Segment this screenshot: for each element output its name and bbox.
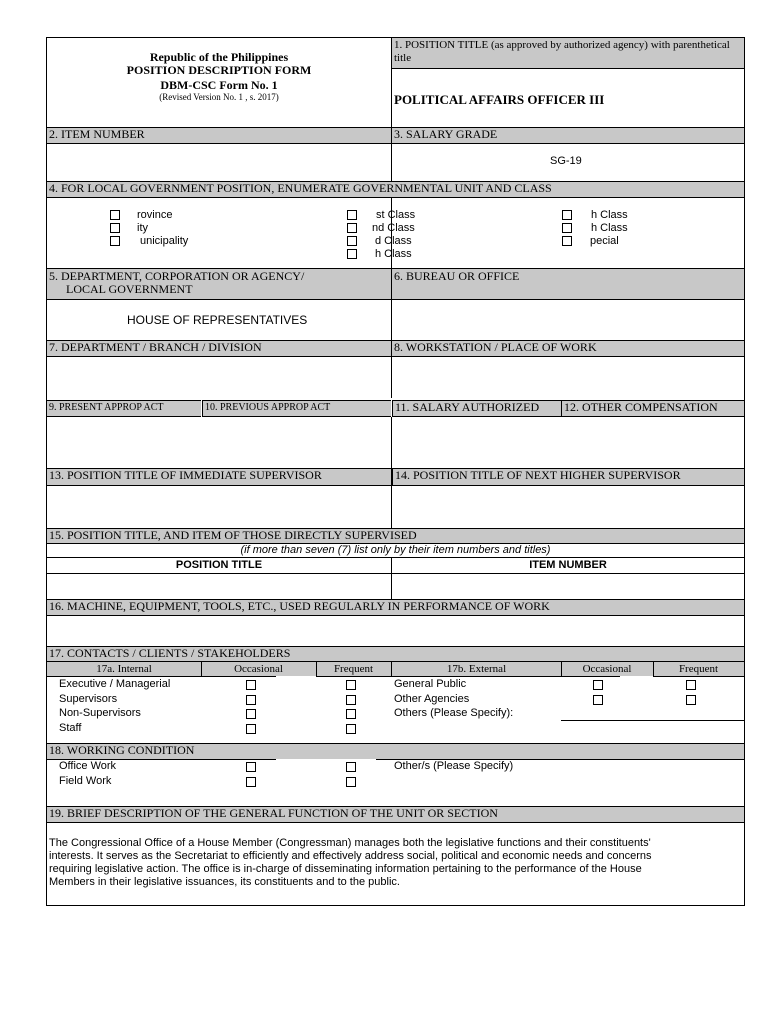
external-item: General Public xyxy=(394,678,467,690)
description-line: interests. It serves as the Secretariat to efficiently and effectively address social, political and economic needs and concerns xyxy=(49,850,652,862)
working-condition-item: Field Work xyxy=(59,775,112,787)
lgu-label: rovince xyxy=(137,209,173,221)
checkbox-frequent[interactable] xyxy=(346,680,356,690)
gap xyxy=(276,676,316,679)
checkbox-occasional[interactable] xyxy=(246,762,256,772)
other-conditions-label: Other/s (Please Specify) xyxy=(394,760,514,772)
checkbox-frequent[interactable] xyxy=(346,695,356,705)
form-name: POSITION DESCRIPTION FORM xyxy=(126,63,312,77)
s14-label: 14. POSITION TITLE OF NEXT HIGHER SUPERVISOR xyxy=(392,468,744,486)
s16-label: 16. MACHINE, EQUIPMENT, TOOLS, ETC., USED REGULARLY IN PERFORMANCE OF WORK xyxy=(47,599,744,616)
internal-item: Executive / Managerial xyxy=(59,678,171,690)
checkbox-municipality[interactable] xyxy=(110,236,120,246)
item-number-field[interactable] xyxy=(47,144,391,182)
description-line: requiring legislative action. The office is in-charge of disseminating information pertaining to the performance of the House xyxy=(49,863,642,875)
s1-label: 1. POSITION TITLE (as approved by authorized agency) with parenthetical title xyxy=(392,38,744,69)
s18-label: 18. WORKING CONDITION xyxy=(47,743,744,760)
class-label: d Class xyxy=(375,235,412,247)
s11-label: 11. SALARY AUTHORIZED xyxy=(392,400,561,417)
s4-label: 4. FOR LOCAL GOVERNMENT POSITION, ENUMERATE GOVERNMENTAL UNIT AND CLASS xyxy=(47,181,744,198)
occasional-header: Occasional xyxy=(582,663,632,675)
s6-label: 6. BUREAU OR OFFICE xyxy=(392,268,744,300)
checkbox-occasional[interactable] xyxy=(246,777,256,787)
col-position-title: POSITION TITLE xyxy=(175,559,263,571)
s8-label: 8. WORKSTATION / PLACE OF WORK xyxy=(392,340,744,357)
checkbox-class[interactable] xyxy=(347,249,357,259)
checkbox-frequent[interactable] xyxy=(346,762,356,772)
class-label: h Class xyxy=(591,209,628,221)
internal-item: Staff xyxy=(59,722,82,734)
checkbox-frequent[interactable] xyxy=(346,777,356,787)
s7-label: 7. DEPARTMENT / BRANCH / DIVISION xyxy=(47,340,391,357)
class-label: h Class xyxy=(591,222,628,234)
checkbox-occasional[interactable] xyxy=(246,709,256,719)
working-condition-item: Office Work xyxy=(59,760,117,772)
divider xyxy=(391,661,392,677)
general-function-text xyxy=(49,837,743,889)
checkbox-class[interactable] xyxy=(562,210,572,220)
divider xyxy=(47,573,744,574)
class-label: h Class xyxy=(375,248,412,260)
checkbox-class[interactable] xyxy=(562,223,572,233)
divider xyxy=(391,181,392,182)
department-value[interactable]: HOUSE OF REPRESENTATIVES xyxy=(127,313,308,327)
checkbox-occasional[interactable] xyxy=(593,680,603,690)
s19-label: 19. BRIEF DESCRIPTION OF THE GENERAL FUNCTION OF THE UNIT OR SECTION xyxy=(47,806,744,823)
internal-item: Non-Supervisors xyxy=(59,707,141,719)
class-label: pecial xyxy=(590,235,619,247)
internal-header: 17a. Internal xyxy=(96,663,152,675)
divider xyxy=(653,661,654,677)
internal-item: Supervisors xyxy=(59,693,118,705)
lgu-label: ity xyxy=(137,222,148,234)
s15-note: (if more than seven (7) list only by their item numbers and titles) xyxy=(240,544,551,556)
s16-field[interactable] xyxy=(47,616,744,646)
form-header xyxy=(47,38,391,127)
gap xyxy=(620,676,653,679)
external-item: Others (Please Specify): xyxy=(394,707,514,719)
external-header: 17b. External xyxy=(446,663,507,675)
checkbox-frequent[interactable] xyxy=(346,724,356,734)
checkbox-class[interactable] xyxy=(347,210,357,220)
s10-label: 10. PREVIOUS APPROP ACT xyxy=(202,400,391,417)
lgu-label: unicipality xyxy=(140,235,189,247)
checkbox-occasional[interactable] xyxy=(246,695,256,705)
checkbox-province[interactable] xyxy=(110,210,120,220)
s9-label: 9. PRESENT APPROP ACT xyxy=(47,400,201,417)
gap xyxy=(276,759,376,762)
checkbox-class[interactable] xyxy=(347,236,357,246)
checkbox-occasional[interactable] xyxy=(246,680,256,690)
external-item: Other Agencies xyxy=(394,693,470,705)
frequent-header: Frequent xyxy=(678,663,719,675)
checkbox-special[interactable] xyxy=(562,236,572,246)
description-line: Members in their legislative issuances, its constituents and to the public. xyxy=(49,876,400,888)
salary-grade-value[interactable]: SG-19 xyxy=(550,155,582,167)
checkbox-occasional[interactable] xyxy=(246,724,256,734)
s17-label: 17. CONTACTS / CLIENTS / STAKEHOLDERS xyxy=(47,646,744,662)
others-specify-line[interactable] xyxy=(561,720,744,721)
occasional-header: Occasional xyxy=(234,663,283,675)
checkbox-class[interactable] xyxy=(347,223,357,233)
frequent-header: Frequent xyxy=(333,663,374,675)
s12-label: 12. OTHER COMPENSATION xyxy=(561,400,744,417)
s15-label: 15. POSITION TITLE, AND ITEM OF THOSE DIRECTLY SUPERVISED xyxy=(47,528,744,544)
checkbox-frequent[interactable] xyxy=(686,695,696,705)
s3-label: 3. SALARY GRADE xyxy=(392,127,744,144)
divider xyxy=(561,661,562,677)
col-item-number: ITEM NUMBER xyxy=(529,559,607,571)
s13-label: 13. POSITION TITLE OF IMMEDIATE SUPERVISOR xyxy=(47,468,391,486)
revision-text: (Revised Version No. 1 , s. 2017) xyxy=(159,92,279,102)
divider xyxy=(201,661,202,677)
republic-text: Republic of the Philippines xyxy=(149,50,289,64)
checkbox-occasional[interactable] xyxy=(593,695,603,705)
description-line: The Congressional Office of a House Member (Congressman) manages both the legislative functions and their constituents' xyxy=(49,837,651,849)
class-label: st Class xyxy=(376,209,416,221)
checkbox-city[interactable] xyxy=(110,223,120,233)
s5-label: 5. DEPARTMENT, CORPORATION OR AGENCY/ LOCAL GOVERNMENT xyxy=(47,268,391,300)
checkbox-frequent[interactable] xyxy=(346,709,356,719)
checkbox-frequent[interactable] xyxy=(686,680,696,690)
position-title-value[interactable]: POLITICAL AFFAIRS OFFICER III xyxy=(394,92,605,107)
divider xyxy=(316,661,317,677)
form-code: DBM-CSC Form No. 1 xyxy=(160,78,278,92)
class-label: nd Class xyxy=(372,222,415,234)
divider xyxy=(391,557,392,599)
s2-label: 2. ITEM NUMBER xyxy=(47,127,391,144)
